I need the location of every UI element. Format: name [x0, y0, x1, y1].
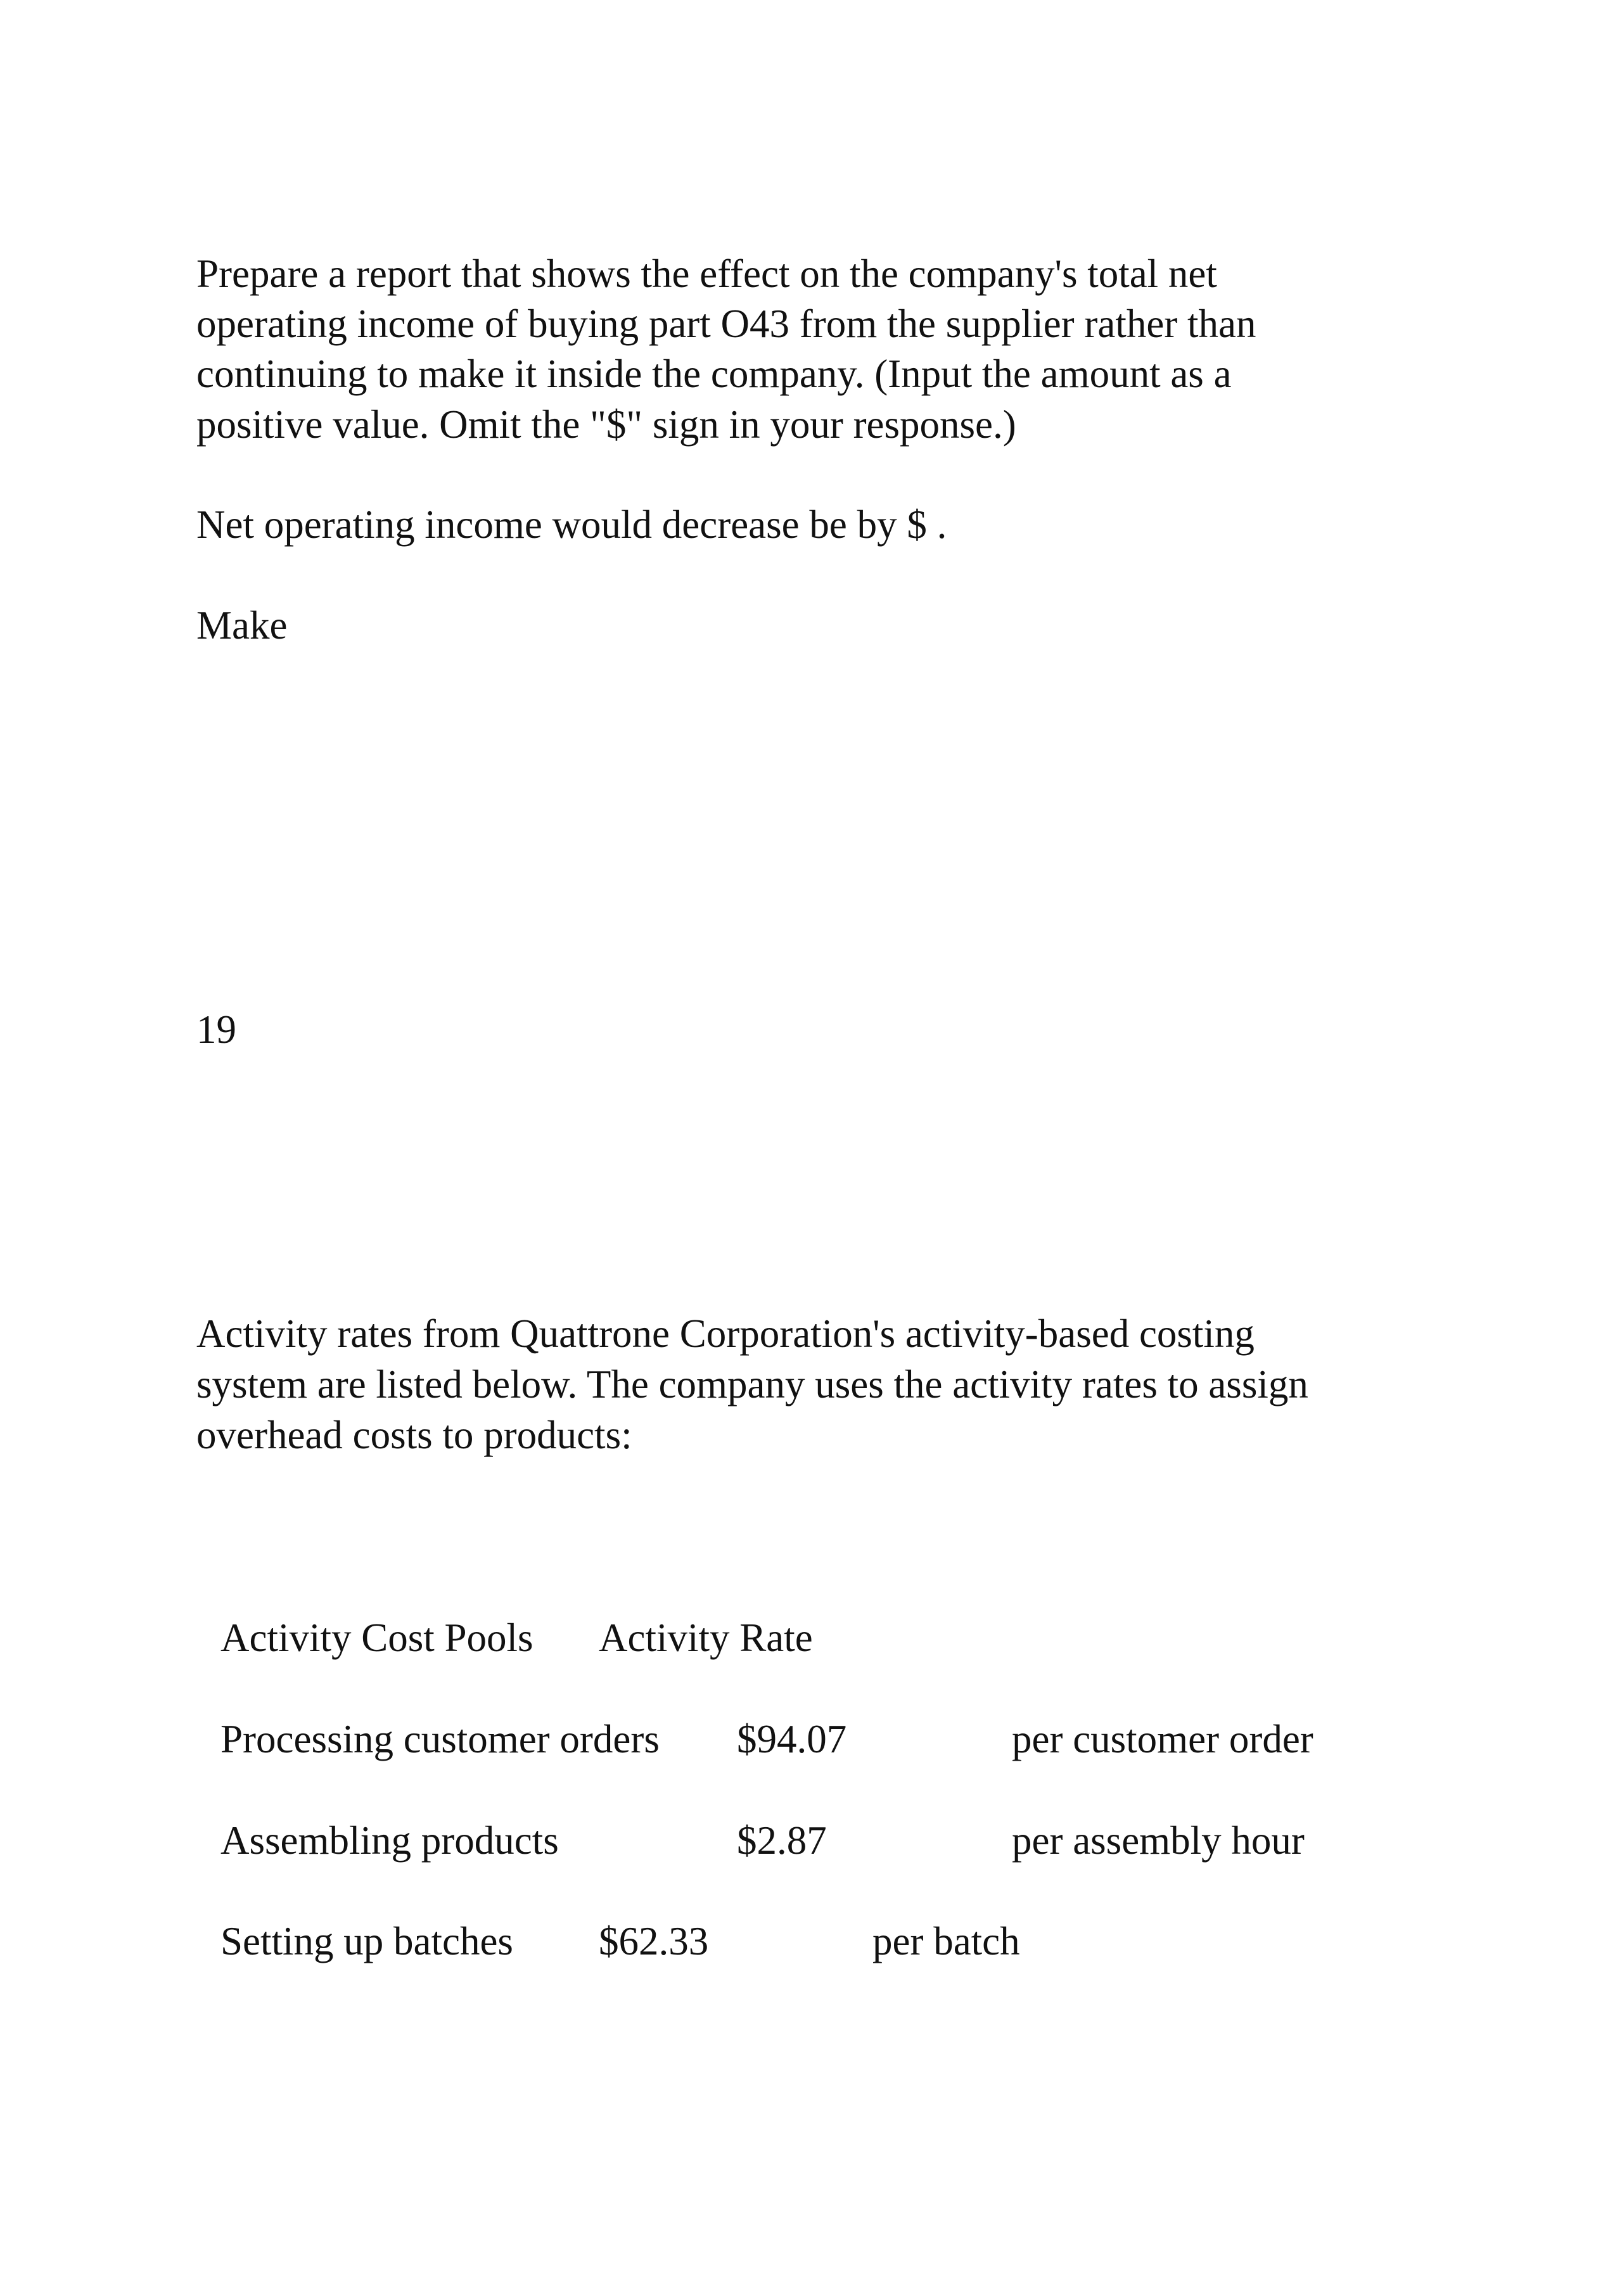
- row-pool: Assembling products: [220, 1818, 559, 1863]
- row-unit: per assembly hour: [1012, 1818, 1305, 1863]
- row-rate: $62.33: [599, 1919, 709, 1963]
- row-unit: per batch: [872, 1919, 1020, 1963]
- activity-intro-line-3: overhead costs to products:: [196, 1413, 632, 1457]
- answer-line: Net operating income would decrease be by $ .: [196, 502, 947, 547]
- row-rate: $94.07: [737, 1717, 847, 1761]
- row-pool: Processing customer orders: [220, 1717, 660, 1761]
- header-activity-rate: Activity Rate: [599, 1616, 813, 1660]
- question-line-3: continuing to make it inside the company. (Input the amount as a: [196, 352, 1232, 396]
- row-rate: $2.87: [737, 1818, 827, 1863]
- make-label: Make: [196, 603, 288, 647]
- row-unit: per customer order: [1012, 1717, 1313, 1761]
- question-line-2: operating income of buying part O43 from the supplier rather than: [196, 302, 1256, 346]
- row-pool: Setting up batches: [220, 1919, 513, 1963]
- activity-intro-line-1: Activity rates from Quattrone Corporation's activity-based costing: [196, 1311, 1255, 1356]
- header-activity-cost-pools: Activity Cost Pools: [220, 1616, 533, 1660]
- question-line-1: Prepare a report that shows the effect on the company's total net: [196, 252, 1217, 296]
- question-number: 19: [196, 1007, 236, 1052]
- activity-intro-line-2: system are listed below. The company uses the activity rates to assign: [196, 1362, 1308, 1406]
- question-line-4: positive value. Omit the "$" sign in your response.): [196, 402, 1016, 447]
